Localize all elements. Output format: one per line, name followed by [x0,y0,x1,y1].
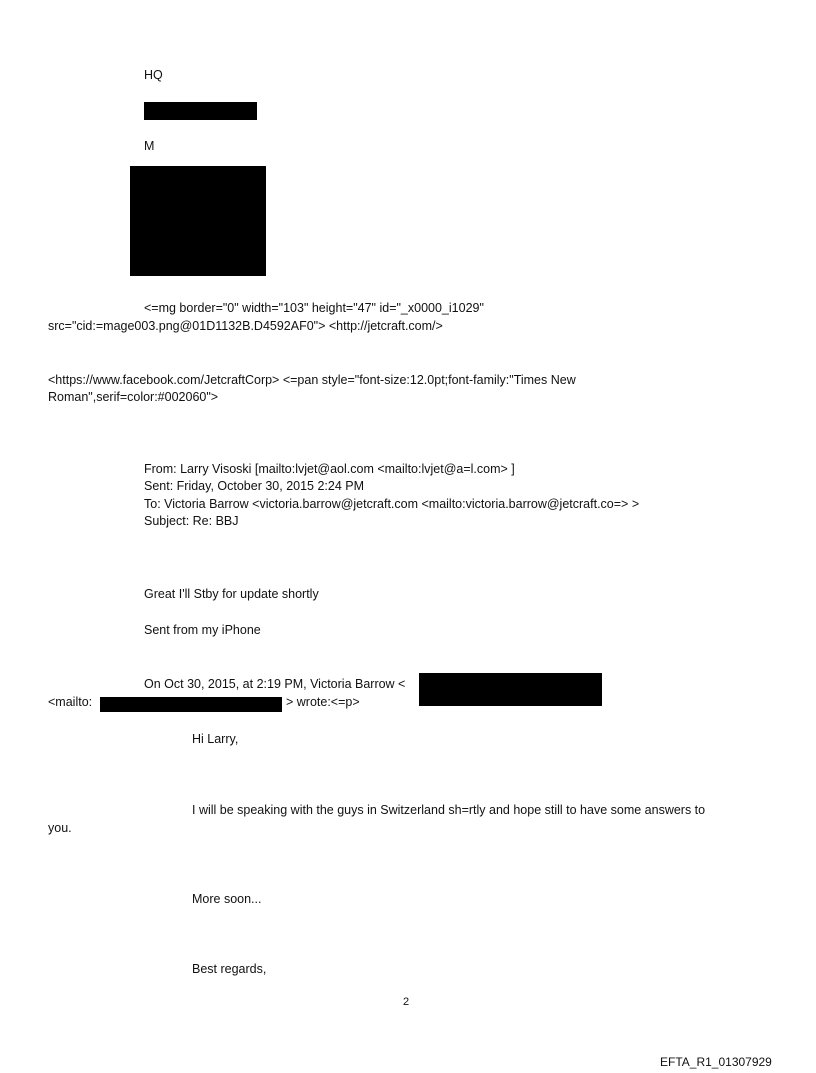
hq-label: HQ [144,68,163,82]
email-from: From: Larry Visoski [mailto:lvjet@aol.com <mailto:lvjet@a=l.com> ] [144,462,515,476]
quote-mailto-prefix: <mailto: [48,695,93,709]
page-number: 2 [403,996,410,1008]
redaction-block [130,166,266,276]
redaction-bar [419,673,602,706]
m-label: M [144,139,155,153]
reply-signature: Sent from my iPhone [144,623,261,637]
facebook-line-1: <https://www.facebook.com/JetcraftCorp> <=pan style="font-size:12.0pt;font-family:"Times New [48,373,576,387]
quoted-greeting: Hi Larry, [192,732,239,746]
image-tag-line-1: <=mg border="0" width="103" height="47" id="_x0000_i1029" [144,301,484,315]
quoted-more: More soon... [192,892,262,906]
redaction-bar [100,697,282,712]
quoted-closing: Best regards, [192,962,267,976]
reply-line-1: Great I'll Stby for update shortly [144,587,319,601]
email-subject: Subject: Re: BBJ [144,514,239,528]
image-tag-line-2: src="cid:=mage003.png@01D1132B.D4592AF0"> <http://jetcraft.com/> [48,319,443,333]
facebook-line-2: Roman",serif=color:#002060"> [48,390,219,404]
quote-on-line: On Oct 30, 2015, at 2:19 PM, Victoria Barrow < [144,677,406,691]
quote-wrote: > wrote:<=p> [286,695,360,709]
quoted-body-line-2: you. [48,821,72,835]
email-to: To: Victoria Barrow <victoria.barrow@jetcraft.com <mailto:victoria.barrow@jetcraft.co=> > [144,497,640,511]
email-sent: Sent: Friday, October 30, 2015 2:24 PM [144,479,365,493]
bates-number: EFTA_R1_01307929 [660,1055,772,1069]
quoted-body-line-1: I will be speaking with the guys in Switzerland sh=rtly and hope still to have some answers to [192,803,706,817]
redaction-bar [144,102,257,120]
